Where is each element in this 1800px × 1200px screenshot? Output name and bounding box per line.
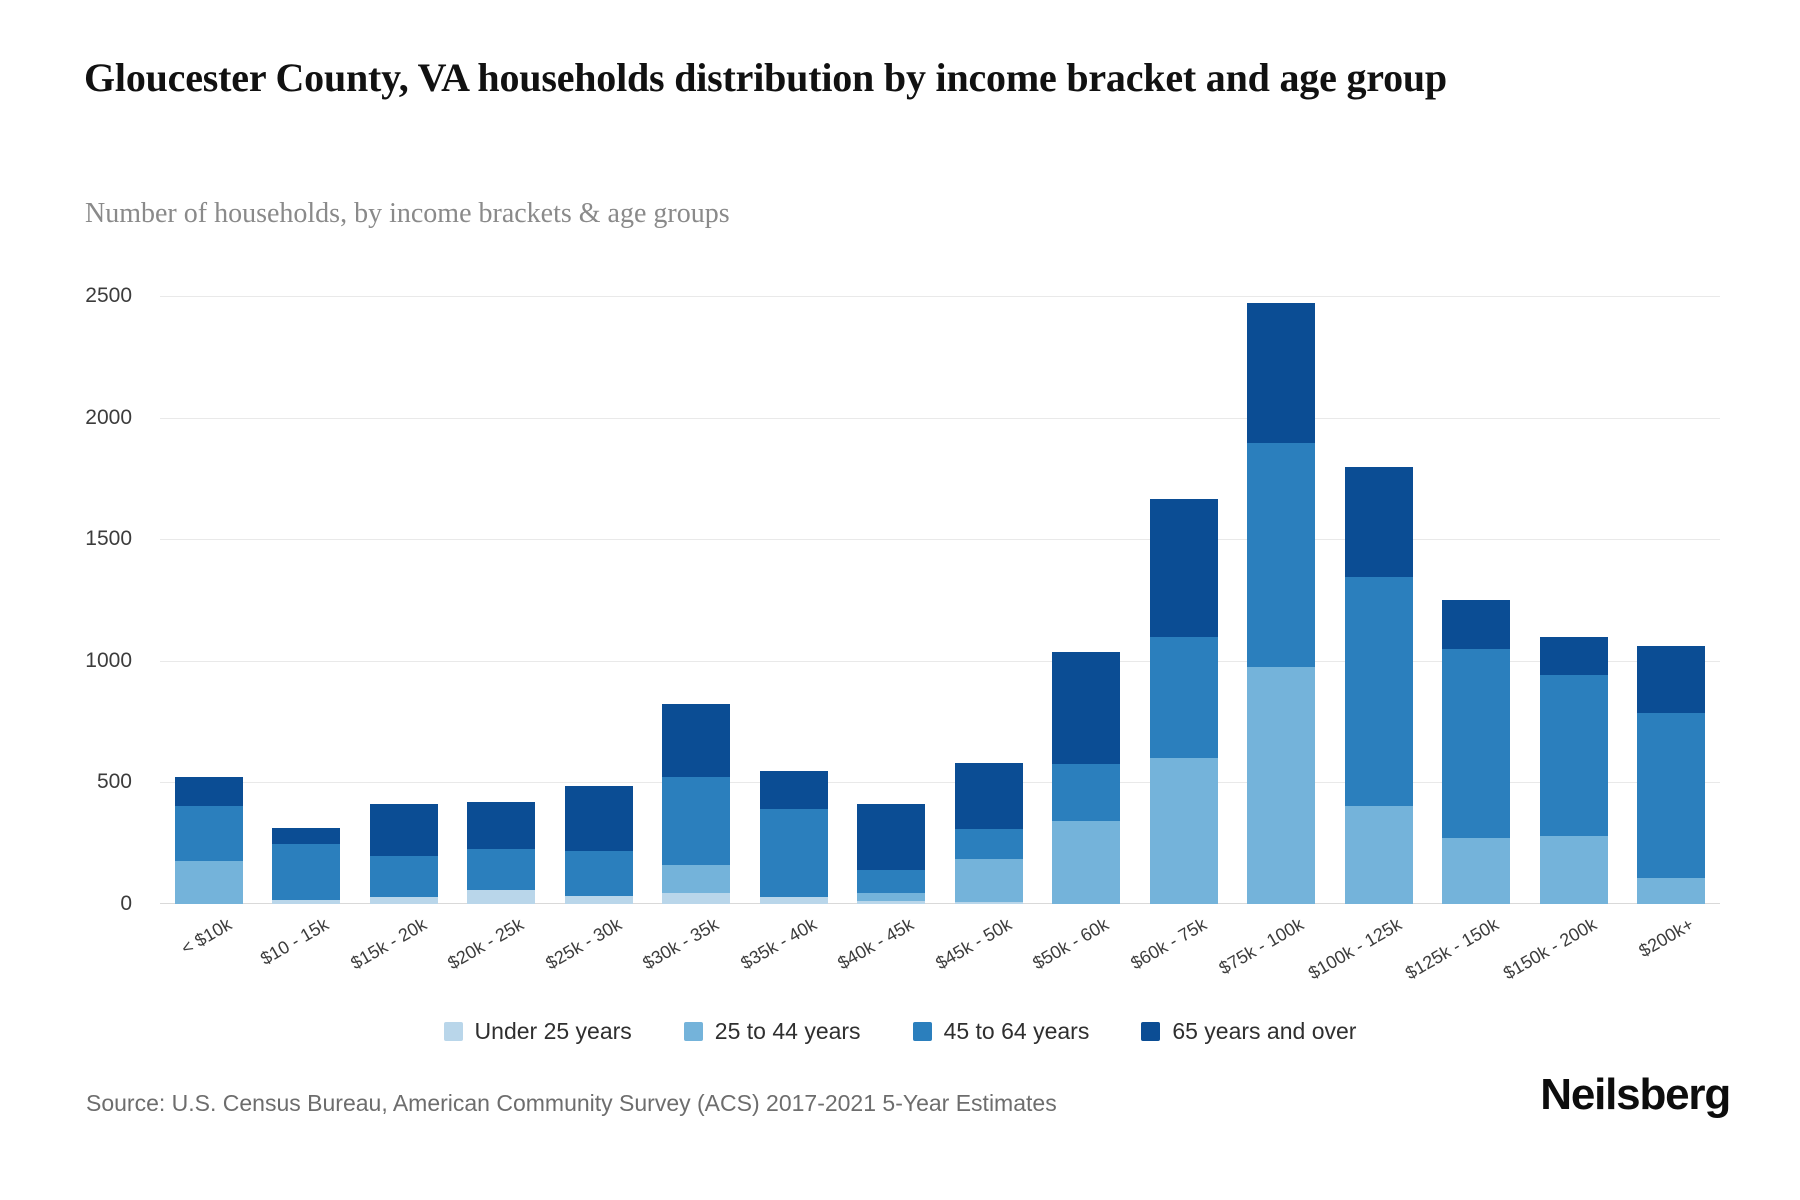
x-axis-tick: $45k - 50k [931, 914, 1015, 974]
legend-item[interactable] [444, 1018, 632, 1045]
bar-stack [1052, 652, 1120, 904]
bar-stack [955, 763, 1023, 904]
bar-stack [370, 804, 438, 904]
bar-segment[interactable] [175, 861, 243, 904]
bar-segment[interactable] [272, 844, 340, 899]
bar-segment[interactable] [760, 897, 828, 904]
bar-segment[interactable] [857, 870, 925, 893]
x-axis-tick: $30k - 35k [639, 914, 723, 974]
bar-group[interactable] [843, 296, 941, 904]
legend-label: 45 to 64 years [943, 1018, 1090, 1044]
bar-group[interactable] [1623, 296, 1721, 904]
bar-segment[interactable] [1637, 646, 1705, 713]
bar-stack [857, 804, 925, 904]
bar-segment[interactable] [1345, 467, 1413, 576]
bar-segment[interactable] [760, 771, 828, 809]
bar-group[interactable] [355, 296, 453, 904]
bar-group[interactable] [160, 296, 258, 904]
x-axis-tick: $100k - 125k [1304, 914, 1405, 984]
bar-segment[interactable] [370, 804, 438, 856]
bar-group[interactable] [258, 296, 356, 904]
bar-group[interactable] [1038, 296, 1136, 904]
x-axis-tick: $125k - 150k [1402, 914, 1503, 984]
bar-segment[interactable] [1637, 713, 1705, 878]
bar-segment[interactable] [175, 806, 243, 861]
bar-segment[interactable] [1247, 303, 1315, 443]
source-note: Source: U.S. Census Bureau, American Community Survey (ACS) 2017-2021 5-Year Estimates [86, 1090, 1057, 1116]
bar-segment[interactable] [1150, 758, 1218, 904]
y-axis-tick: 2000 [85, 405, 132, 429]
bar-segment[interactable] [857, 893, 925, 901]
bar-segment[interactable] [857, 901, 925, 904]
bar-segment[interactable] [955, 829, 1023, 859]
chart-legend [0, 1018, 1800, 1045]
bar-segment[interactable] [467, 802, 535, 849]
bar-group[interactable] [1233, 296, 1331, 904]
bar-segment[interactable] [857, 804, 925, 870]
bar-segment[interactable] [1247, 667, 1315, 904]
bar-segment[interactable] [955, 902, 1023, 904]
bar-stack [565, 786, 633, 904]
y-axis-labels [0, 284, 150, 915]
bar-group[interactable] [1135, 296, 1233, 904]
legend-item[interactable] [1141, 1018, 1356, 1045]
legend-label: 65 years and over [1172, 1018, 1357, 1044]
x-axis-tick: $25k - 30k [541, 914, 625, 974]
legend-swatch-icon [913, 1022, 932, 1041]
bar-stack [1247, 303, 1315, 904]
bar-stack [1442, 600, 1510, 904]
bar-segment[interactable] [1637, 878, 1705, 904]
bar-group[interactable] [550, 296, 648, 904]
x-axis-tick: $150k - 200k [1499, 914, 1600, 984]
y-axis-tick: 0 [120, 892, 132, 915]
y-axis-tick: 500 [96, 770, 132, 794]
page-title: Gloucester County, VA households distribution by income bracket and age group [84, 55, 1447, 100]
x-axis-tick: $15k - 20k [346, 914, 430, 974]
page-subtitle: Number of households, by income brackets & age groups [85, 198, 730, 229]
legend-label: Under 25 years [474, 1018, 632, 1044]
legend-swatch-icon [684, 1022, 703, 1041]
bar-segment[interactable] [1540, 675, 1608, 836]
bar-stack [1540, 637, 1608, 905]
bar-stack [662, 704, 730, 904]
bar-segment[interactable] [1442, 600, 1510, 649]
bar-segment[interactable] [1052, 764, 1120, 821]
bar-segment[interactable] [662, 704, 730, 777]
x-axis-tick: $10 - 15k [257, 914, 333, 969]
bar-segment[interactable] [1247, 443, 1315, 667]
plot-area [160, 296, 1720, 904]
bar-segment[interactable] [175, 777, 243, 805]
y-axis-tick: 1500 [85, 527, 132, 551]
bar-segment[interactable] [467, 849, 535, 890]
bar-group[interactable] [745, 296, 843, 904]
bar-segment[interactable] [1442, 649, 1510, 839]
legend-label: 25 to 44 years [714, 1018, 861, 1044]
bar-segment[interactable] [272, 900, 340, 904]
bar-segment[interactable] [565, 786, 633, 850]
bar-stack [1345, 467, 1413, 904]
x-axis-tick: $35k - 40k [736, 914, 820, 974]
bar-segment[interactable] [955, 763, 1023, 829]
bar-segment[interactable] [955, 859, 1023, 902]
x-axis-tick: $200k+ [1635, 914, 1698, 962]
bar-group[interactable] [648, 296, 746, 904]
bar-segment[interactable] [1345, 806, 1413, 904]
x-axis-tick: $40k - 45k [834, 914, 918, 974]
bar-group[interactable] [1330, 296, 1428, 904]
y-axis-tick: 1000 [85, 648, 132, 672]
bar-segment[interactable] [272, 828, 340, 844]
bar-stack [1637, 646, 1705, 904]
x-axis-tick: $50k - 60k [1029, 914, 1113, 974]
bar-segment[interactable] [662, 865, 730, 893]
bar-stack [175, 777, 243, 904]
bar-group[interactable] [1428, 296, 1526, 904]
bar-segment[interactable] [467, 890, 535, 904]
bar-segment[interactable] [662, 777, 730, 865]
bar-segment[interactable] [1442, 838, 1510, 904]
legend-item[interactable] [684, 1018, 861, 1045]
bar-stack [272, 828, 340, 904]
bar-group[interactable] [453, 296, 551, 904]
legend-swatch-icon [1141, 1022, 1160, 1041]
x-axis-tick: $60k - 75k [1126, 914, 1210, 974]
bar-segment[interactable] [565, 896, 633, 905]
x-axis-tick: $20k - 25k [444, 914, 528, 974]
bar-segment[interactable] [1345, 577, 1413, 806]
bar-segment[interactable] [1540, 836, 1608, 904]
bar-stack [467, 802, 535, 904]
bar-group[interactable] [1525, 296, 1623, 904]
bar-segment[interactable] [370, 897, 438, 904]
bar-segment[interactable] [1540, 637, 1608, 676]
bar-segment[interactable] [1052, 821, 1120, 904]
bar-series [160, 296, 1720, 904]
bar-segment[interactable] [662, 893, 730, 904]
x-axis-tick: < $10k [177, 914, 235, 959]
bar-segment[interactable] [370, 856, 438, 897]
bar-stack [1150, 499, 1218, 904]
bar-group[interactable] [940, 296, 1038, 904]
x-axis-tick: $75k - 100k [1215, 914, 1308, 979]
bar-segment[interactable] [1150, 499, 1218, 636]
legend-item[interactable] [913, 1018, 1090, 1045]
bar-stack [760, 771, 828, 904]
legend-swatch-icon [444, 1022, 463, 1041]
brand-logo: Neilsberg [1540, 1070, 1730, 1119]
bar-segment[interactable] [1052, 652, 1120, 765]
y-axis-tick: 2500 [85, 284, 132, 307]
bar-segment[interactable] [565, 851, 633, 896]
bar-segment[interactable] [760, 809, 828, 897]
x-axis-labels [160, 906, 1720, 1016]
bar-segment[interactable] [1150, 637, 1218, 759]
